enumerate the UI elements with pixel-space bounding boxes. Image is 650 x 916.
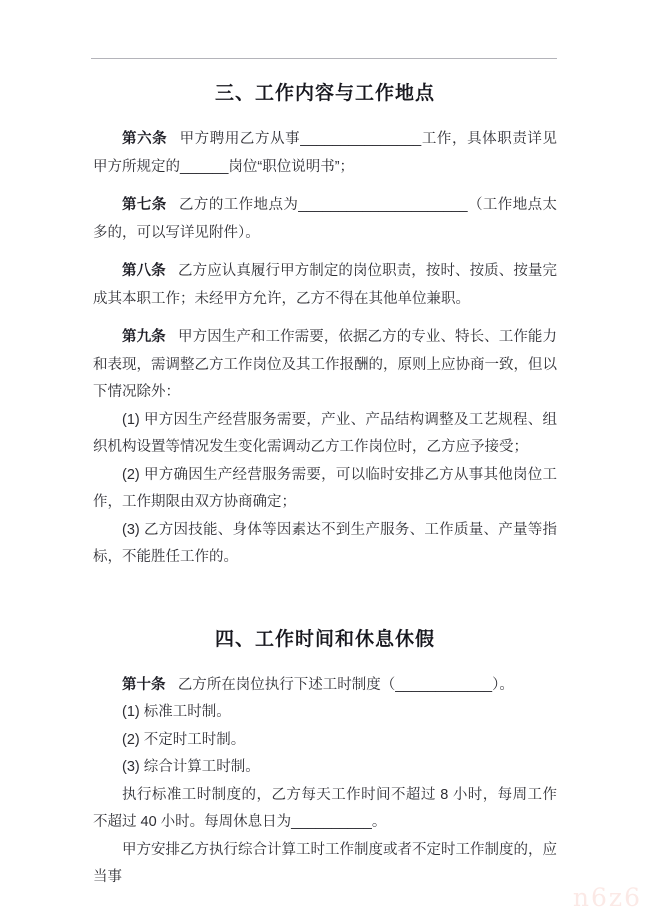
watermark-text: n6z6 — [572, 883, 642, 912]
article-6-number: 第六条 — [122, 131, 168, 147]
article-10-item-2: (2) 不定时工时制。 — [122, 731, 246, 748]
contract-body — [93, 74, 557, 892]
flexible-hours-paragraph: 甲方安排乙方执行综合计算工时工作制度或者不定时工作制度的，应当事 — [93, 841, 557, 885]
article-8-paragraph — [93, 258, 557, 313]
section-title-work-content: 三、工作内容与工作地点 — [214, 83, 435, 104]
article-10-text: 乙方所在岗位执行下述工时制度（____________）。 — [177, 676, 514, 693]
article-8-number: 第八条 — [122, 263, 166, 279]
section-title-working-hours: 四、工作时间和休息休假 — [214, 628, 435, 650]
article-9-number: 第九条 — [122, 329, 166, 345]
article-7-text: 乙方的工作地点为_____________________（工作地点太多的，可以写详见附件）。 — [93, 197, 558, 241]
article-10-item-3: (3) 综合计算工时制。 — [122, 759, 260, 775]
article-9-item-3: (3) 乙方因技能、身体等因素达不到生产服务、工作质量、产量等指标，不能胜任工作的。 — [93, 521, 557, 565]
article-9-paragraph — [93, 324, 557, 407]
article-7-number: 第七条 — [122, 197, 167, 213]
standard-hours-paragraph: 执行标准工时制度的，乙方每天工作时间不超过 8 小时，每周工作不超过 40 小时。每周休息日为__________。 — [93, 786, 557, 830]
article-10-paragraph — [93, 672, 557, 700]
article-6-paragraph — [93, 126, 557, 181]
article-10-item-1: (1) 标准工时制。 — [122, 704, 231, 720]
article-10-number: 第十条 — [122, 676, 166, 693]
article-7-paragraph — [93, 192, 557, 247]
article-8-text: 乙方应认真履行甲方制定的岗位职责，按时、按质、按量完成其本职工作；未经甲方允许，乙方不得在其他单位兼职。 — [93, 263, 557, 307]
top-divider — [91, 58, 557, 59]
article-9-text: 甲方因生产和工作需要，依据乙方的专业、特长、工作能力和表现，需调整乙方工作岗位及其工作报酬的，原则上应协商一致，但以下情况除外： — [93, 329, 557, 400]
article-9-item-1: (1) 甲方因生产经营服务需要，产业、产品结构调整及工艺规程、组织机构设置等情况发生变化需调动乙方工作岗位时，乙方应予接受； — [93, 411, 557, 455]
article-9-item-2: (2) 甲方确因生产经营服务需要，可以临时安排乙方从事其他岗位工作，工作期限由双方协商确定； — [93, 466, 557, 510]
article-6-text: 甲方聘用乙方从事_______________工作，具体职责详见甲方所规定的______岗位“职位说明书”； — [93, 131, 558, 175]
